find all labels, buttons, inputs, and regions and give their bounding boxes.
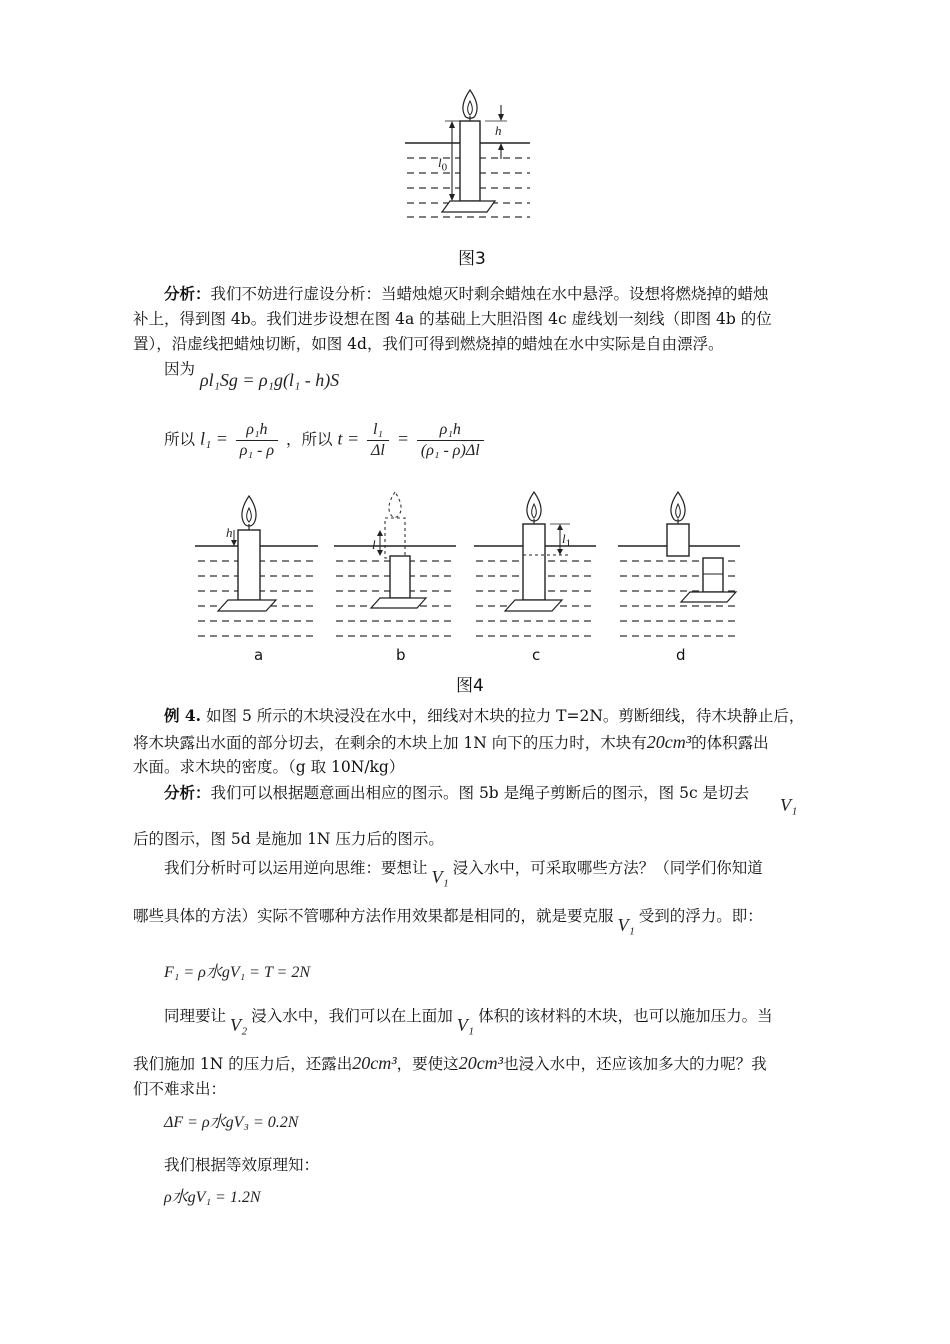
t-fraction-2: $\frac{\text{ρ₁h}}{\text{(ρ₁ - ρ)Δl}}$: [417, 420, 484, 461]
analysis1-line3: 置），沿虚线把蜡烛切断，如图 4d，我们可得到燃烧掉的蜡烛在水中实际是自由漂浮。: [133, 335, 724, 353]
reverse-line1: 我们分析时可以运用逆向思维：要想让 V₁ 浸入水中，可采取哪些方法？（同学们你知道: [164, 859, 763, 887]
example4-line1: 例 4. 如图 5 所示的木块浸没在水中，细线对木块的拉力 T=2N。剪断细线，待木块静止后，: [164, 706, 805, 725]
similarly-line1: 同理要让 V₂ 浸入水中，我们可以在上面加 V₁ 体积的该材料的木块，也可以施加压力。当: [164, 1007, 773, 1035]
figure-4-candle-diagrams: [190, 488, 750, 643]
so-line: 所以 l₁ = $\frac{\text{ρ₁h}}{\text{ρ₁ - ρ}}$ ，所以 t = $\frac{\text{l₁}}{\Delta l}$ = $\frac{\text{ρ₁h}}{\text{(ρ₁ - ρ)Δl}}$: [164, 420, 487, 461]
fig4-sublabel-d: d: [676, 646, 686, 664]
figure-4-caption: 图4: [456, 676, 484, 696]
analysis1-line2: 补上，得到图 4b。我们进步设想在图 4a 的基础上大胆沿图 4c 虚线划一刻线（即图 4b 的位: [133, 310, 772, 328]
fig4c-label-l1: $l_1$: [562, 531, 572, 550]
t-lhs: t =: [337, 428, 360, 449]
analysis2-v1: V₁: [780, 795, 798, 815]
fig4a-label-h: h: [226, 525, 233, 540]
similarly-line2: 我们施加 1N 的压力后，还露出20cm³，要使这20cm³也浸入水中，还应该加多大的力呢？我: [133, 1053, 767, 1073]
reverse-formula: F₁ = ρ水gV₁ = T = 2N: [164, 964, 311, 981]
similarly-line3: 们不难求出：: [133, 1080, 227, 1098]
because-line: 因为: [164, 360, 196, 378]
similarly-formula: ΔF = ρ水gV₃ = 0.2N: [164, 1114, 299, 1131]
example4-line3: 水面。求木块的密度。（g 取 10N/kg）: [133, 758, 405, 776]
analysis1-line1: 分析：我们不妨进行虚设分析：当蜡烛熄灭时剩余蜡烛在水中悬浮。设想将燃烧掉的蜡烛: [164, 284, 769, 303]
figure-3-caption: 图3: [458, 249, 486, 269]
fig3-label-h: h: [495, 123, 502, 138]
l1-lhs: l₁ =: [199, 428, 228, 449]
t-fraction-1: $\frac{\text{l₁}}{\Delta l}$: [367, 420, 389, 461]
fig4-sublabel-c: c: [532, 646, 541, 664]
equiv-line: 我们根据等效原理知：: [164, 1156, 320, 1174]
figure-3-candle-diagram: [395, 85, 535, 220]
fig4-sublabel-b: b: [396, 646, 406, 664]
l1-fraction: $\frac{\text{ρ₁h}}{\text{ρ₁ - ρ}}$: [236, 420, 278, 461]
example4-line2: 将木块露出水面的部分切去，在剩余的木块上加 1N 向下的压力时，木块有20cm³的体积露出: [133, 732, 769, 752]
because-formula: ρl₁Sg = ρ₁g(l₁ - h)S: [200, 370, 340, 390]
fig4b-label-l: l: [372, 537, 376, 552]
fig3-label-l0: $l_0$: [438, 155, 448, 174]
fig4-sublabel-a: a: [254, 646, 264, 664]
analysis2-line1: 分析：我们可以根据题意画出相应的图示。图 5b 是绳子剪断后的图示，图 5c 是切去: [164, 783, 750, 802]
analysis2-line2: 后的图示，图 5d 是施加 1N 压力后的图示。: [133, 830, 444, 848]
equiv-formula: ρ水gV₁ = 1.2N: [164, 1189, 261, 1206]
reverse-line2: 哪些具体的方法）实际不管哪种方法作用效果都是相同的，就是要克服 V₁ 受到的浮力。即：: [133, 907, 763, 935]
